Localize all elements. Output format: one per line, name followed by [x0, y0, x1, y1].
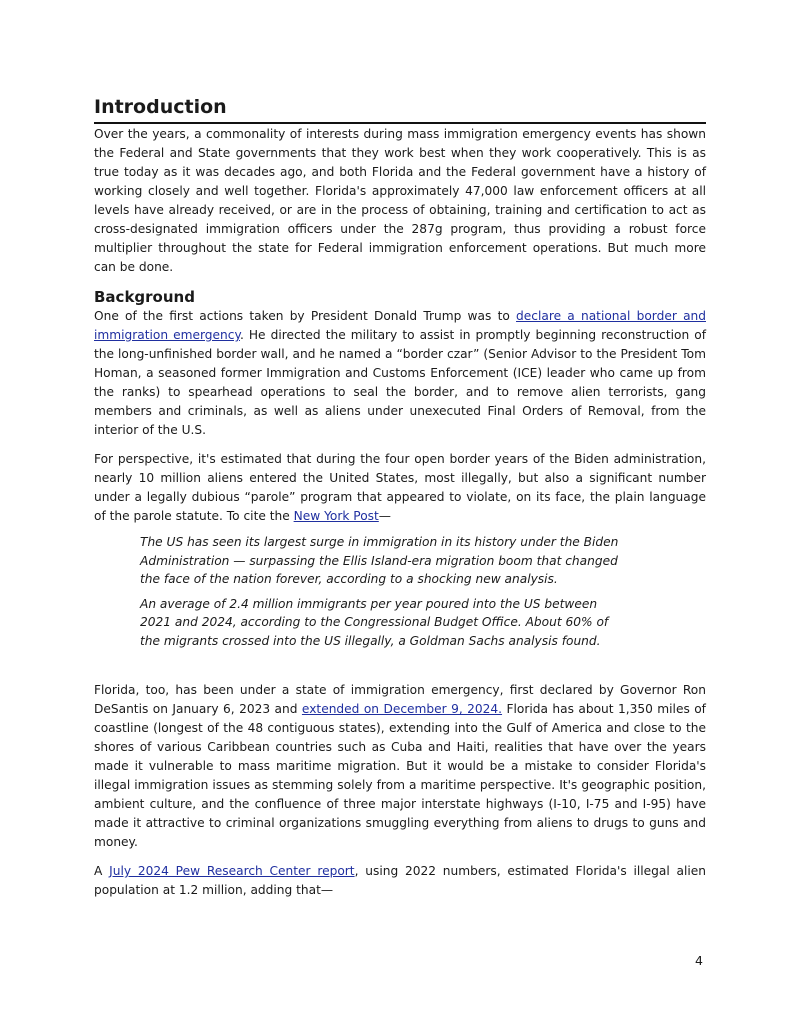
background-heading: Background	[94, 288, 195, 306]
page-number: 4	[695, 953, 703, 968]
document-page	[94, 94, 706, 900]
background-paragraph-4: A July 2024 Pew Research Center report, using 2022 numbers, estimated Florida's illegal alien population at 1.2 million, adding that—	[94, 864, 706, 897]
background-paragraph-2: For perspective, it's estimated that during the four open border years of the Biden administration, nearly 10 million aliens entered the United States, most illegally, but also a significant number under a legally dubious “parole” program that appeared to violate, on its face, the plain language of the parole statute. To cite the New York Post—	[94, 452, 706, 523]
background-paragraph-1: One of the first actions taken by President Donald Trump was to declare a national border and immigration emergency. He directed the military to assist in promptly beginning reconstruction of the long-unfinished border wall, and he named a “border czar” (Senior Advisor to the President Tom Homan, a seasoned former Immigration and Customs Enforcement (ICE) leader who came up from the ranks) to spearhead operations to seal the border, and to remove alien terrorists, gang members and criminals, as well as aliens under unexecuted Final Orders of Removal, from the interior of the U.S.	[94, 309, 707, 437]
quote-paragraph-1: The US has seen its largest surge in immigration in its history under the Biden Administration — surpassing the Ellis Island-era migration boom that changed the face of the nation forever, according to a shocking new analysis.	[140, 535, 619, 586]
spacer	[94, 650, 706, 681]
block-quote	[140, 533, 626, 650]
introduction-heading: Introduction	[94, 94, 706, 124]
emergency-extension-link[interactable]: extended on December 9, 2024.	[301, 702, 503, 716]
quote-paragraph-2: An average of 2.4 million immigrants per year poured into the US between 2021 and 2024, according to the Congressional Budget Office. About 60% of the migrants crossed into the US illegally, a Goldman Sachs analysis found.	[140, 596, 609, 648]
pew-research-link[interactable]: July 2024 Pew Research Center report	[109, 864, 355, 878]
introduction-paragraph: Over the years, a commonality of interests during mass immigration emergency events has shown the Federal and State governments that they work best when they work cooperatively. This is as true today as it was decades ago, and both Florida and the Federal government have a history of working closely and well together. Florida's approximately 47,000 law enforcement officers at all levels have already received, or are in the process of obtaining, training and certification to act as cross-designated immigration officers under the 287g program, thus providing a robust force multiplier throughout the state for Federal immigration enforcement operations. But much more can be done.	[94, 127, 706, 274]
background-paragraph-3: Florida, too, has been under a state of immigration emergency, first declared by Governor Ron DeSantis on January 6, 2023 and extended on December 9, 2024. Florida has about 1,350 miles of coastline (longest of the 48 contiguous states), extending into the Gulf of America and close to the shores of various Caribbean countries such as Cuba and Haiti, realities that have over the years made it vulnerable to mass maritime migration. But it would be a mistake to consider Florida's illegal immigration issues as stemming solely from a maritime perspective. It's geographic position, ambient culture, and the confluence of three major interstate highways (I-10, I-75 and I-95) have made it attractive to criminal organizations smuggling everything from aliens to drugs to guns and money.	[94, 683, 706, 849]
new-york-post-link[interactable]: New York Post	[293, 509, 379, 523]
border-emergency-link[interactable]: declare a national border and immigration emergency	[94, 309, 706, 342]
